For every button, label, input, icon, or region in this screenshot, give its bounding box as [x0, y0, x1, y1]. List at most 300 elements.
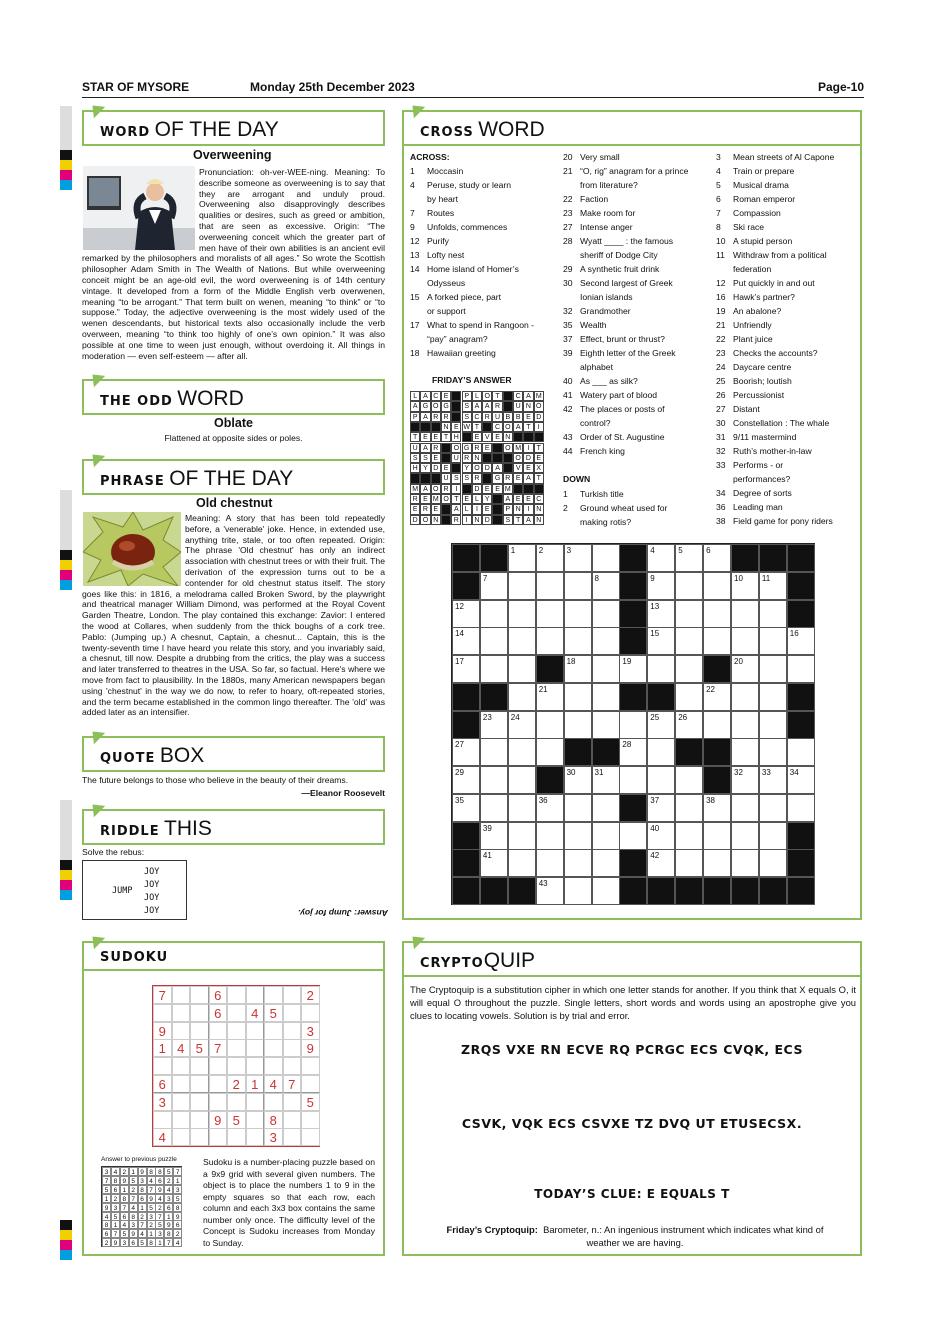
sudoku-cell[interactable] — [301, 1075, 320, 1093]
grid-cell[interactable] — [759, 766, 787, 794]
grid-cell[interactable] — [480, 738, 508, 766]
sudoku-cell[interactable]: 4 — [153, 1128, 172, 1146]
grid-cell[interactable] — [703, 822, 731, 850]
previous-sudoku-cell: 3 — [111, 1203, 120, 1212]
sudoku-cell[interactable] — [153, 1057, 172, 1075]
previous-sudoku-cell: 7 — [147, 1185, 156, 1194]
word-of-day-header: WORD OF THE DAY — [82, 110, 385, 146]
grid-cell[interactable] — [647, 627, 675, 655]
clue — [716, 178, 862, 192]
grid-cell[interactable] — [592, 877, 620, 905]
grid-cell[interactable] — [759, 572, 787, 600]
clue-text: Peruse, study or learn — [427, 180, 512, 190]
grid-cell[interactable] — [592, 822, 620, 850]
clue — [716, 206, 862, 220]
grid-cell[interactable] — [647, 766, 675, 794]
clue-text: Field game for pony riders — [733, 516, 833, 526]
clue-number: 1 — [563, 489, 568, 499]
sudoku-cell[interactable] — [301, 1004, 320, 1022]
sudoku-grid[interactable] — [152, 985, 320, 1147]
sudoku-cell[interactable] — [190, 1075, 209, 1093]
registration-mark — [60, 550, 72, 560]
sudoku-cell[interactable] — [301, 1111, 320, 1129]
grid-cell[interactable] — [508, 711, 536, 739]
answer-cell: D — [472, 484, 482, 494]
sudoku-cell[interactable]: 7 — [153, 986, 172, 1004]
grid-cell[interactable] — [675, 711, 703, 739]
answer-cell: S — [451, 473, 461, 483]
grid-cell[interactable] — [703, 711, 731, 739]
sudoku-cell[interactable] — [172, 1111, 191, 1129]
sudoku-cell[interactable]: 1 — [153, 1039, 172, 1057]
grid-cell[interactable] — [759, 711, 787, 739]
grid-cell[interactable] — [675, 766, 703, 794]
sudoku-cell[interactable]: 1 — [246, 1075, 265, 1093]
sudoku-cell[interactable] — [264, 1057, 283, 1075]
answer-cell: V — [513, 463, 523, 473]
clue — [410, 332, 560, 346]
sudoku-cell[interactable] — [172, 986, 191, 1004]
grid-cell[interactable] — [592, 683, 620, 711]
grid-cell[interactable] — [480, 711, 508, 739]
answer-cell: X — [534, 463, 544, 473]
crossword-grid[interactable] — [451, 543, 815, 905]
grid-cell[interactable] — [480, 600, 508, 628]
grid-cell[interactable] — [536, 822, 564, 850]
grid-cell[interactable] — [536, 877, 564, 905]
grid-cell[interactable] — [647, 600, 675, 628]
word-of-day-text: Pronunciation: oh-ver-WEE-ning. Meaning: To describe someone as overweening is to say that they are arrogant and unduly proud. Overweening also disapprovingly describes qualities or desires, such as greed or ambition, that are seen as excessive. Origin: “The overweening conceit which the greater part of men have of their own abilities is an ancient evil remarked by the philosophers and moralists of all ages.” So wrote the Scottish philosopher Adam Smith in The Wealth of Nations. But while overweening conceit might be an age-old evil, the word overweening is of 14th century vintage. It developed from a form of the Middle English verb overwenen, meaning “to be arrogant.” That term built on wenen, meaning “to think” or “to suppose.” Today, the adjective overweening is the most widely used of the wenen descendants, but historical texts also occasionally include the verb overween, meaning “to think too highly of one’s own opinion.” It was also possible at one time to ween just enough, without overdoing it. All things in moderation — even self-esteem — after all. — [82, 167, 385, 361]
sudoku-cell[interactable]: 9 — [209, 1111, 228, 1129]
answer-cell: M — [534, 391, 544, 401]
sudoku-cell[interactable] — [209, 1093, 228, 1111]
grid-cell[interactable] — [703, 572, 731, 600]
grid-cell[interactable] — [452, 794, 480, 822]
grid-cell[interactable] — [536, 627, 564, 655]
grid-cell[interactable] — [536, 544, 564, 572]
grid-cell[interactable] — [592, 600, 620, 628]
sudoku-cell[interactable] — [246, 1039, 265, 1057]
clue-text: Purify — [427, 236, 449, 246]
answer-cell: U — [441, 473, 451, 483]
sudoku-cell[interactable] — [172, 1075, 191, 1093]
grid-cell[interactable] — [619, 822, 647, 850]
sudoku-cell[interactable] — [153, 1004, 172, 1022]
registration-bar — [60, 800, 72, 860]
grid-cell[interactable] — [508, 655, 536, 683]
grid-cell[interactable] — [564, 877, 592, 905]
clue-text: making rotis? — [580, 517, 632, 527]
grid-cell[interactable] — [619, 655, 647, 683]
cell-number: 16 — [789, 629, 799, 639]
sudoku-cell[interactable]: 4 — [264, 1075, 283, 1093]
grid-cell[interactable] — [564, 794, 592, 822]
clue — [563, 346, 713, 360]
sudoku-cell[interactable] — [227, 1004, 246, 1022]
grid-cell[interactable] — [564, 766, 592, 794]
grid-cell[interactable] — [508, 738, 536, 766]
previous-sudoku-cell: 9 — [155, 1185, 164, 1194]
sudoku-cell[interactable] — [283, 1093, 302, 1111]
sudoku-cell[interactable] — [301, 1128, 320, 1146]
registration-mark — [60, 890, 72, 900]
clues-col2-down — [563, 487, 713, 529]
cell-number: 26 — [678, 712, 688, 722]
sudoku-cell[interactable]: 7 — [283, 1075, 302, 1093]
clue-number — [563, 178, 580, 192]
grid-cell[interactable] — [508, 627, 536, 655]
clue-number: 39 — [563, 348, 573, 358]
sudoku-cell[interactable] — [246, 1022, 265, 1040]
grid-cell[interactable] — [508, 849, 536, 877]
grid-cell[interactable] — [731, 600, 759, 628]
sudoku-cell[interactable] — [283, 1039, 302, 1057]
grid-cell[interactable] — [759, 627, 787, 655]
registration-mark — [60, 1240, 72, 1250]
sudoku-cell[interactable] — [190, 1004, 209, 1022]
grid-cell[interactable] — [592, 711, 620, 739]
grid-cell[interactable] — [592, 627, 620, 655]
black-cell — [492, 515, 502, 525]
sudoku-cell[interactable] — [283, 1111, 302, 1129]
grid-cell[interactable] — [536, 683, 564, 711]
registration-mark — [60, 1250, 72, 1260]
grid-cell[interactable] — [731, 822, 759, 850]
clue-text: As ___ as silk? — [580, 376, 638, 386]
sudoku-cell[interactable]: 5 — [301, 1093, 320, 1111]
grid-cell[interactable] — [675, 683, 703, 711]
grid-cell[interactable] — [647, 544, 675, 572]
registration-mark — [60, 1220, 72, 1230]
grid-cell[interactable] — [703, 627, 731, 655]
black-cell — [452, 544, 480, 572]
black-cell — [462, 484, 472, 494]
sudoku-cell[interactable]: 9 — [153, 1022, 172, 1040]
grid-cell[interactable] — [787, 738, 815, 766]
grid-cell[interactable] — [452, 766, 480, 794]
sudoku-cell[interactable] — [264, 986, 283, 1004]
sudoku-cell[interactable]: 3 — [264, 1128, 283, 1146]
sudoku-cell[interactable]: 3 — [153, 1093, 172, 1111]
grid-cell[interactable] — [703, 794, 731, 822]
grid-cell[interactable] — [564, 544, 592, 572]
sudoku-cell[interactable] — [227, 1128, 246, 1146]
grid-cell[interactable] — [508, 683, 536, 711]
sudoku-cell[interactable] — [227, 1022, 246, 1040]
grid-cell[interactable] — [619, 766, 647, 794]
sudoku-cell[interactable] — [227, 1093, 246, 1111]
sudoku-cell[interactable]: 4 — [246, 1004, 265, 1022]
sudoku-cell[interactable]: 8 — [264, 1111, 283, 1129]
grid-cell[interactable] — [592, 655, 620, 683]
sudoku-cell[interactable]: 2 — [301, 986, 320, 1004]
grid-cell[interactable] — [759, 655, 787, 683]
cell-number: 31 — [594, 768, 604, 777]
grid-cell[interactable] — [675, 794, 703, 822]
grid-cell[interactable] — [592, 766, 620, 794]
black-cell — [787, 711, 815, 739]
clue — [716, 346, 862, 360]
grid-cell[interactable] — [675, 822, 703, 850]
sudoku-cell[interactable] — [209, 1022, 228, 1040]
clue-number: 12 — [716, 278, 726, 288]
grid-cell[interactable] — [675, 572, 703, 600]
sudoku-cell[interactable] — [227, 1039, 246, 1057]
grid-cell[interactable] — [619, 738, 647, 766]
grid-cell[interactable] — [731, 683, 759, 711]
sudoku-cell[interactable]: 7 — [209, 1039, 228, 1057]
sudoku-cell[interactable] — [190, 986, 209, 1004]
grid-cell[interactable] — [731, 572, 759, 600]
grid-cell[interactable] — [564, 683, 592, 711]
grid-cell[interactable] — [703, 544, 731, 572]
sudoku-cell[interactable]: 5 — [227, 1111, 246, 1129]
grid-cell[interactable] — [731, 655, 759, 683]
sudoku-cell[interactable]: 5 — [190, 1039, 209, 1057]
down-title: DOWN — [563, 474, 591, 484]
grid-cell[interactable] — [759, 683, 787, 711]
grid-cell[interactable] — [452, 738, 480, 766]
grid-cell[interactable] — [592, 572, 620, 600]
black-cell — [703, 766, 731, 794]
sudoku-cell[interactable] — [172, 1128, 191, 1146]
answer-cell: O — [451, 443, 461, 453]
grid-cell[interactable] — [536, 572, 564, 600]
clue-text: A stupid person — [733, 236, 793, 246]
grid-cell[interactable] — [536, 738, 564, 766]
grid-cell[interactable] — [647, 849, 675, 877]
sudoku-cell[interactable] — [264, 1022, 283, 1040]
grid-cell[interactable] — [508, 572, 536, 600]
grid-cell[interactable] — [787, 655, 815, 683]
sudoku-cell[interactable] — [283, 1004, 302, 1022]
grid-cell[interactable] — [647, 822, 675, 850]
sudoku-cell[interactable] — [227, 986, 246, 1004]
previous-sudoku-cell: 8 — [164, 1229, 173, 1238]
clue-text: Order of St. Augustine — [580, 432, 665, 442]
sudoku-cell[interactable] — [172, 1093, 191, 1111]
answer-cell: N — [523, 401, 533, 411]
sudoku-cell[interactable] — [246, 1128, 265, 1146]
grid-cell[interactable] — [731, 794, 759, 822]
sudoku-cell[interactable]: 9 — [301, 1039, 320, 1057]
previous-sudoku-cell: 5 — [111, 1212, 120, 1221]
grid-cell[interactable] — [480, 766, 508, 794]
sudoku-cell[interactable]: 3 — [301, 1022, 320, 1040]
grid-cell[interactable] — [619, 711, 647, 739]
sudoku-cell[interactable] — [283, 1128, 302, 1146]
grid-cell[interactable] — [592, 544, 620, 572]
clue-number: 25 — [716, 376, 726, 386]
grid-cell[interactable] — [536, 794, 564, 822]
black-cell — [513, 432, 523, 442]
black-cell — [731, 544, 759, 572]
grid-cell[interactable] — [759, 794, 787, 822]
sudoku-cell[interactable] — [190, 1111, 209, 1129]
sudoku-cell[interactable] — [246, 1057, 265, 1075]
sudoku-cell[interactable] — [264, 1093, 283, 1111]
answer-cell: S — [420, 453, 430, 463]
grid-cell[interactable] — [759, 738, 787, 766]
sudoku-cell[interactable] — [264, 1039, 283, 1057]
sudoku-cell[interactable]: 2 — [227, 1075, 246, 1093]
grid-cell[interactable] — [564, 822, 592, 850]
answer-cell: R — [441, 412, 451, 422]
sudoku-cell[interactable] — [153, 1111, 172, 1129]
previous-sudoku-cell: 9 — [147, 1194, 156, 1203]
sudoku-cell[interactable] — [283, 1057, 302, 1075]
sudoku-cell[interactable] — [190, 1022, 209, 1040]
sudoku-cell[interactable] — [283, 1022, 302, 1040]
grid-cell[interactable] — [452, 600, 480, 628]
sudoku-cell[interactable] — [246, 1093, 265, 1111]
grid-cell[interactable] — [564, 627, 592, 655]
cell-number: 9 — [650, 573, 655, 583]
black-cell — [619, 877, 647, 905]
grid-cell[interactable] — [731, 627, 759, 655]
grid-cell[interactable] — [675, 849, 703, 877]
grid-cell[interactable] — [703, 683, 731, 711]
grid-cell[interactable] — [592, 794, 620, 822]
clues-col1 — [410, 164, 560, 360]
grid-cell[interactable] — [787, 794, 815, 822]
cell-number: 10 — [734, 573, 743, 583]
grid-cell[interactable] — [452, 627, 480, 655]
clue — [410, 262, 560, 276]
grid-cell[interactable] — [647, 711, 675, 739]
clue-number — [563, 248, 580, 262]
grid-cell[interactable] — [480, 794, 508, 822]
grid-cell[interactable] — [480, 849, 508, 877]
grid-cell[interactable] — [592, 849, 620, 877]
answer-cell: N — [503, 432, 513, 442]
grid-cell[interactable] — [759, 822, 787, 850]
clue-number: 2 — [563, 503, 568, 513]
grid-cell[interactable] — [480, 822, 508, 850]
clue-text: Daycare centre — [733, 362, 792, 372]
grid-cell[interactable] — [703, 849, 731, 877]
grid-cell[interactable] — [759, 600, 787, 628]
sudoku-cell[interactable] — [209, 1075, 228, 1093]
grid-cell[interactable] — [647, 738, 675, 766]
sudoku-cell[interactable] — [301, 1057, 320, 1075]
grid-cell[interactable] — [731, 711, 759, 739]
grid-cell[interactable] — [731, 766, 759, 794]
sudoku-cell[interactable] — [209, 1057, 228, 1075]
grid-cell[interactable] — [731, 849, 759, 877]
sudoku-cell[interactable] — [172, 1022, 191, 1040]
grid-cell[interactable] — [731, 738, 759, 766]
sudoku-cell[interactable]: 6 — [209, 986, 228, 1004]
grid-cell[interactable] — [536, 849, 564, 877]
clue-text: Train or prepare — [733, 166, 795, 176]
clue — [410, 206, 560, 220]
sudoku-cell[interactable]: 5 — [264, 1004, 283, 1022]
clue — [716, 234, 862, 248]
sudoku-header: SUDOKU — [82, 941, 385, 971]
grid-cell[interactable] — [564, 572, 592, 600]
answer-cell: A — [410, 401, 420, 411]
sudoku-cell[interactable] — [172, 1057, 191, 1075]
previous-sudoku-cell: 8 — [111, 1176, 120, 1185]
grid-cell[interactable] — [647, 794, 675, 822]
clue-number: 15 — [410, 292, 420, 302]
black-cell — [492, 443, 502, 453]
clue — [410, 178, 560, 192]
grid-cell[interactable] — [480, 627, 508, 655]
grid-cell[interactable] — [703, 600, 731, 628]
clue — [716, 360, 862, 374]
grid-cell[interactable] — [675, 600, 703, 628]
grid-cell[interactable] — [675, 544, 703, 572]
cipher-line-1: ZRQS VXE RN ECVE RQ PCRGC ECS CVQK, ECS — [461, 1042, 803, 1057]
grid-cell[interactable] — [508, 822, 536, 850]
grid-cell[interactable] — [508, 600, 536, 628]
sudoku-cell[interactable] — [246, 1111, 265, 1129]
grid-cell[interactable] — [647, 572, 675, 600]
registration-mark — [60, 580, 72, 590]
grid-cell[interactable] — [480, 572, 508, 600]
answer-cell: S — [462, 473, 472, 483]
grid-cell[interactable] — [564, 711, 592, 739]
sudoku-cell[interactable] — [190, 1057, 209, 1075]
phrase-header: PHRASE OF THE DAY — [82, 459, 385, 495]
sudoku-cell[interactable]: 6 — [153, 1075, 172, 1093]
grid-cell[interactable] — [787, 766, 815, 794]
grid-cell[interactable] — [508, 794, 536, 822]
grid-cell[interactable] — [480, 655, 508, 683]
sudoku-cell[interactable] — [190, 1128, 209, 1146]
sudoku-cell[interactable] — [283, 986, 302, 1004]
grid-cell[interactable] — [675, 627, 703, 655]
black-cell — [787, 849, 815, 877]
grid-cell[interactable] — [452, 655, 480, 683]
grid-cell[interactable] — [759, 849, 787, 877]
grid-cell[interactable] — [564, 600, 592, 628]
answer-cell: D — [431, 463, 441, 473]
sudoku-cell[interactable] — [172, 1004, 191, 1022]
sudoku-cell[interactable] — [190, 1093, 209, 1111]
clue — [410, 248, 560, 262]
previous-sudoku-cell: 3 — [147, 1212, 156, 1221]
previous-sudoku-cell: 7 — [111, 1229, 120, 1238]
answer-cell: G — [420, 401, 430, 411]
clue-number: 31 — [716, 432, 726, 442]
sudoku-cell[interactable] — [227, 1057, 246, 1075]
registration-bar — [60, 490, 72, 550]
black-cell — [480, 544, 508, 572]
sudoku-cell[interactable] — [246, 986, 265, 1004]
grid-cell[interactable] — [564, 655, 592, 683]
sudoku-cell[interactable]: 6 — [209, 1004, 228, 1022]
black-cell — [647, 683, 675, 711]
grid-cell[interactable] — [564, 849, 592, 877]
sudoku-cell[interactable] — [209, 1128, 228, 1146]
clue-text: Compassion — [733, 208, 781, 218]
grid-cell[interactable] — [536, 711, 564, 739]
answer-cell: T — [513, 515, 523, 525]
grid-cell[interactable] — [787, 627, 815, 655]
grid-cell[interactable] — [675, 655, 703, 683]
previous-sudoku-cell: 2 — [129, 1185, 138, 1194]
answer-cell: N — [472, 515, 482, 525]
grid-cell[interactable] — [508, 766, 536, 794]
clue-number: 44 — [563, 446, 573, 456]
grid-cell[interactable] — [647, 655, 675, 683]
grid-cell[interactable] — [508, 544, 536, 572]
sudoku-cell[interactable]: 4 — [172, 1039, 191, 1057]
grid-cell[interactable] — [536, 600, 564, 628]
